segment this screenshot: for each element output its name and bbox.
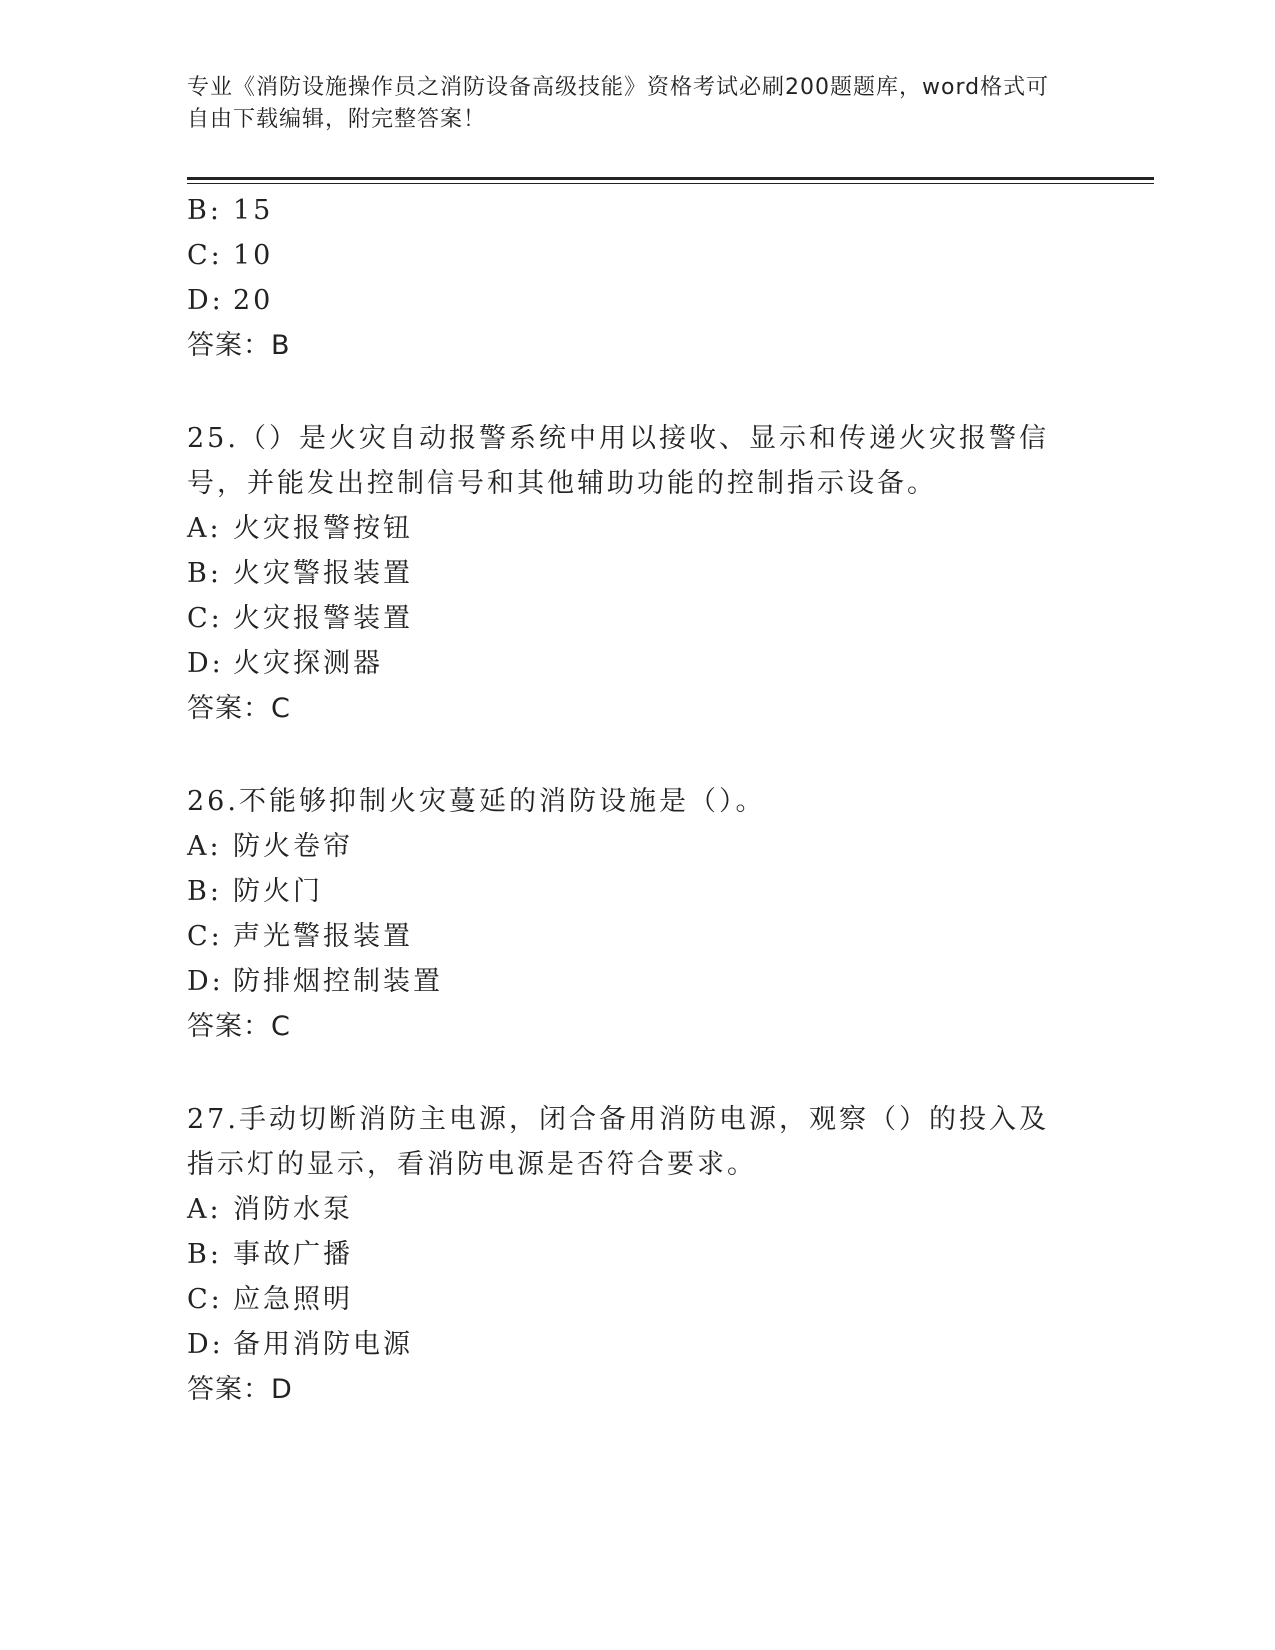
question-block — [187, 779, 1087, 1049]
question-stem: 27.手动切断消防主电源，闭合备用消防电源，观察（）的投入及指示灯的显示，看消防电源是否符合要求。 — [187, 1104, 1049, 1180]
question-stem: 25.（）是火灾自动报警系统中用以接收、显示和传递火灾报警信号，并能发出控制信号和其他辅助功能的控制指示设备。 — [187, 423, 1049, 499]
answer-line: 答案：C — [187, 693, 291, 724]
option-line: A: 火灾报警按钮 — [187, 513, 413, 544]
option-line: B: 15 — [187, 195, 274, 226]
document-header: 专业《消防设施操作员之消防设备高级技能》资格考试必刷200题题库，word格式可自由下载编辑，附完整答案！ — [187, 75, 1050, 132]
question-block — [187, 1097, 1087, 1412]
option-line: D: 20 — [187, 285, 274, 316]
option-line: A: 消防水泵 — [187, 1194, 353, 1225]
answer-line: 答案：D — [187, 1374, 293, 1405]
option-line: C: 声光警报装置 — [187, 921, 413, 952]
question-content — [187, 188, 1087, 1412]
option-line: B: 火灾警报装置 — [187, 558, 413, 589]
question-stem: 26.不能够抑制火灾蔓延的消防设施是（）。 — [187, 786, 766, 817]
option-line: D: 防排烟控制装置 — [187, 966, 443, 997]
header-rule-thick — [187, 177, 1154, 180]
option-line: C: 10 — [187, 240, 274, 271]
option-line: B: 事故广播 — [187, 1239, 353, 1270]
option-line: B: 防火门 — [187, 876, 323, 907]
header-rule-thin — [187, 183, 1154, 184]
option-line: D: 备用消防电源 — [187, 1329, 413, 1360]
answer-line: 答案：C — [187, 1011, 291, 1042]
question-block — [187, 416, 1087, 731]
option-line: D: 火灾探测器 — [187, 648, 383, 679]
option-line: A: 防火卷帘 — [187, 831, 353, 862]
option-line: C: 应急照明 — [187, 1284, 353, 1315]
option-line: C: 火灾报警装置 — [187, 603, 413, 634]
prev-question — [187, 188, 1087, 368]
answer-line: 答案：B — [187, 330, 291, 361]
